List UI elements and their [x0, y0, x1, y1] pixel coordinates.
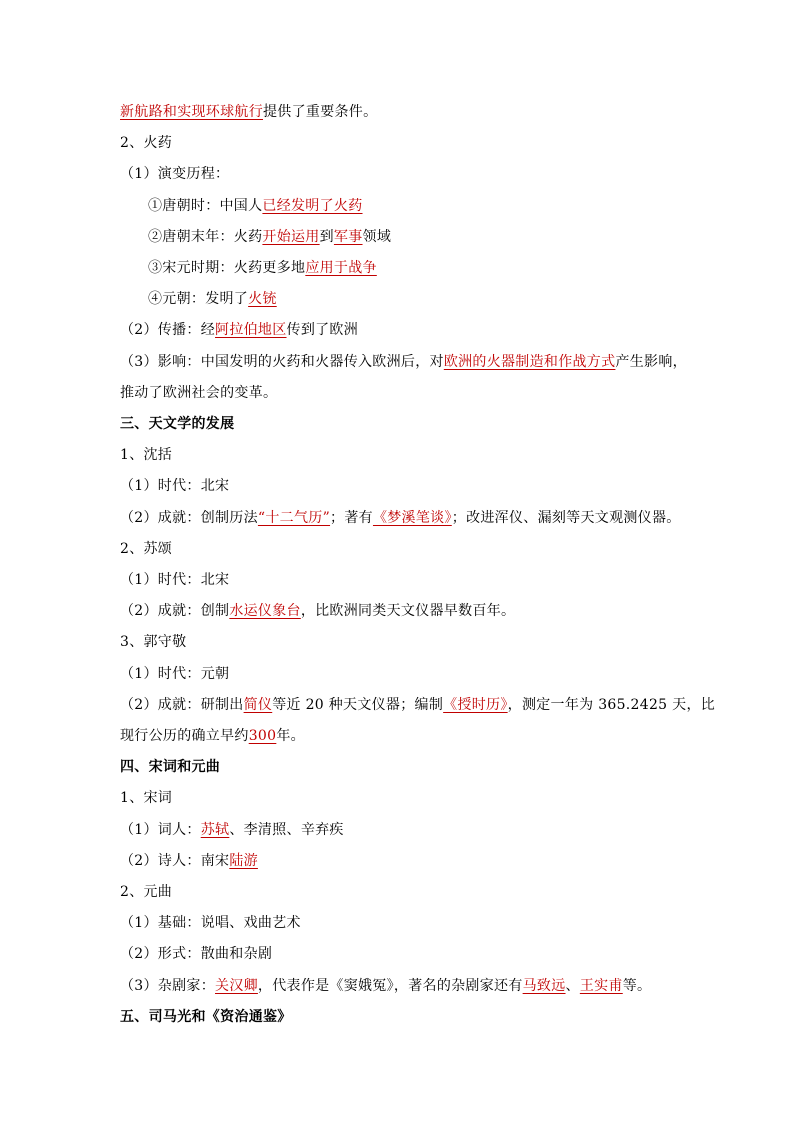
- text-span: （1）词人：: [120, 822, 201, 838]
- text-line: [120, 320, 358, 340]
- subsection-heading: [120, 788, 172, 808]
- text-span: （1）基础：说唱、戏曲艺术: [120, 915, 301, 931]
- key-term: 火铳: [248, 291, 277, 307]
- key-term: 《授时历》: [443, 697, 508, 713]
- text-span: 到: [319, 229, 334, 245]
- text-span: 2、火药: [120, 135, 173, 151]
- text-span: （1）时代：北宋: [120, 478, 230, 494]
- text-span: 领域: [362, 229, 392, 245]
- text-line: [120, 851, 258, 871]
- text-span: 年。: [276, 728, 305, 744]
- text-span: ；著有: [330, 510, 373, 526]
- text-line: [148, 196, 363, 216]
- text-span: ，比欧洲同类天文仪器早数百年。: [300, 603, 516, 619]
- text-span: 产生影响，: [615, 354, 687, 370]
- section-heading: [120, 1007, 292, 1027]
- key-term: 简仪: [243, 697, 273, 713]
- key-term: 新航路和实现环球航行: [120, 104, 263, 120]
- key-term: 马致远: [522, 978, 566, 994]
- text-span: 等。: [622, 978, 652, 994]
- text-line: [120, 570, 229, 590]
- text-span: （3）杂剧家：: [120, 978, 216, 994]
- text-span: （2）成就：创制: [120, 603, 230, 619]
- section-heading: [120, 757, 220, 777]
- text-span: 2、苏颂: [120, 541, 173, 557]
- key-term: 王实甫: [579, 978, 623, 994]
- text-span: （2）形式：散曲和杂剧: [120, 946, 273, 962]
- text-span: （2）成就：创制历法: [120, 510, 258, 526]
- text-span: 1、宋词: [120, 790, 173, 806]
- text-span: 四、宋词和元曲: [120, 759, 221, 775]
- subsection-heading: [120, 632, 186, 652]
- subsection-heading: [120, 539, 172, 559]
- text-line: [120, 820, 344, 840]
- text-span: （2）成就：研制出: [120, 697, 244, 713]
- text-span: 提供了重要条件。: [263, 104, 378, 120]
- key-term: 关汉卿: [215, 978, 258, 994]
- text-line: [120, 601, 515, 621]
- text-span: （2）传播：经: [120, 322, 216, 338]
- key-term: 开始运用: [262, 229, 320, 245]
- text-span: 1、沈括: [120, 447, 173, 463]
- text-span: 三、天文学的发展: [120, 416, 235, 432]
- text-span: （1）演变历程：: [120, 166, 230, 182]
- text-span: ，测定一年为 365.2425 天，比: [507, 697, 716, 713]
- text-span: ；改进浑仪、漏刻等天文观测仪器。: [451, 510, 681, 526]
- subsection-heading: [120, 133, 172, 153]
- text-span: ②唐朝末年：火药: [148, 229, 263, 245]
- text-span: 传到了欧洲: [286, 322, 359, 338]
- key-term: 阿拉伯地区: [215, 322, 287, 338]
- text-span: ，代表作是《窦娥冤》，著名的杂剧家还有: [257, 978, 523, 994]
- key-term: 欧洲的火器制造和作战方式: [443, 354, 616, 370]
- text-line: [120, 664, 229, 684]
- text-line: [120, 726, 305, 746]
- text-span: 、: [565, 978, 580, 994]
- section-heading: [120, 414, 234, 434]
- text-line: [120, 164, 229, 184]
- subsection-heading: [120, 882, 172, 902]
- text-line: [148, 289, 277, 309]
- text-line: [120, 976, 651, 996]
- text-line: [120, 913, 301, 933]
- text-span: 等近 20 种天文仪器；编制: [272, 697, 444, 713]
- text-line: [148, 258, 377, 278]
- text-span: ③宋元时期：火药更多地: [148, 260, 306, 276]
- text-span: （1）时代：北宋: [120, 572, 230, 588]
- text-line: [120, 944, 272, 964]
- text-span: （2）诗人：南宋: [120, 853, 230, 869]
- text-line: [120, 352, 687, 372]
- text-span: 3、郭守敬: [120, 634, 187, 650]
- key-term: 水运仪象台: [229, 603, 301, 619]
- key-term: 已经发明了火药: [262, 198, 363, 214]
- key-term: 《梦溪笔谈》: [372, 510, 452, 526]
- key-term: 陆游: [229, 853, 258, 869]
- key-term: 苏轼: [200, 822, 230, 838]
- key-term: 300: [248, 728, 277, 744]
- text-span: （3）影响：中国发明的火药和火器传入欧洲后，对: [120, 354, 444, 370]
- text-span: 现行公历的确立早约: [120, 728, 249, 744]
- text-line: [120, 383, 277, 403]
- subsection-heading: [120, 445, 172, 465]
- text-span: ①唐朝时：中国人: [148, 198, 263, 214]
- key-term: “十二气历”: [257, 510, 331, 526]
- text-span: （1）时代：元朝: [120, 666, 230, 682]
- text-line: [120, 476, 229, 496]
- text-line: [120, 102, 377, 122]
- text-span: 推动了欧洲社会的变革。: [120, 385, 278, 401]
- text-span: 2、元曲: [120, 884, 173, 900]
- text-line: [148, 227, 391, 247]
- key-term: 军事: [333, 229, 363, 245]
- text-span: 、李清照、辛弃疾: [229, 822, 344, 838]
- text-span: 五、司马光和《资治通鉴》: [120, 1009, 292, 1025]
- key-term: 应用于战争: [305, 260, 377, 276]
- text-span: ④元朝：发明了: [148, 291, 249, 307]
- text-line: [120, 508, 681, 528]
- text-line: [120, 695, 715, 715]
